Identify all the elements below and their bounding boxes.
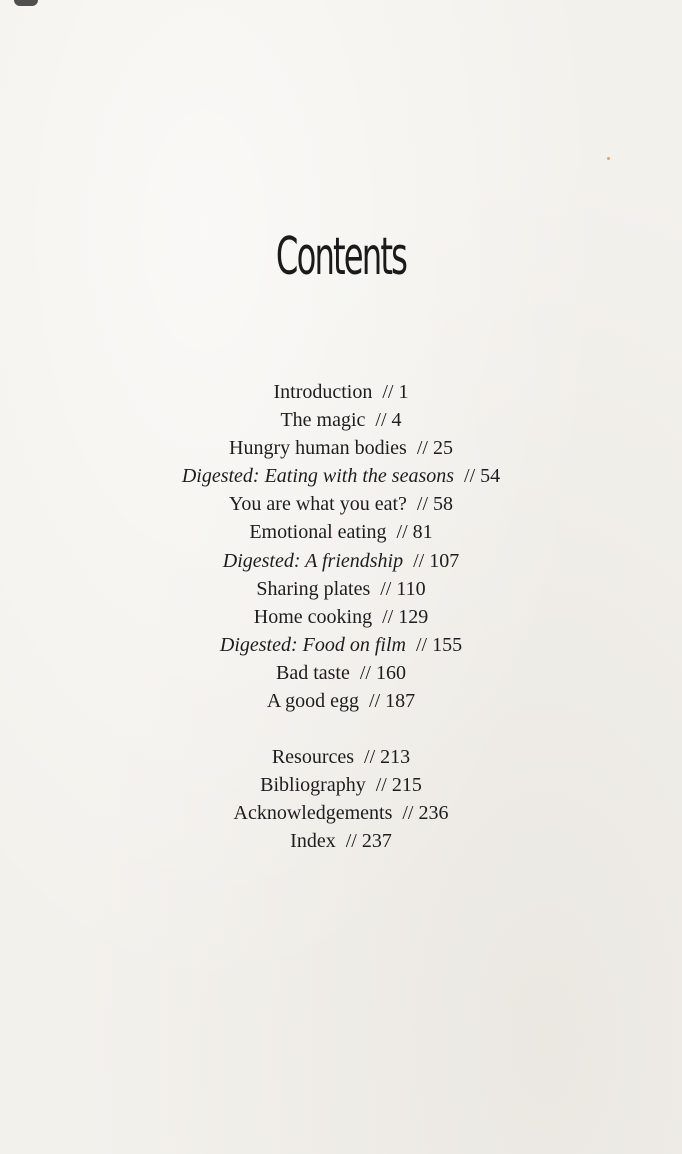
toc-entry-title: Sharing plates <box>256 577 371 600</box>
toc-entry <box>0 743 682 771</box>
toc-separator: // <box>345 830 357 853</box>
toc-page-number: 215 <box>391 774 422 797</box>
toc-separator: // <box>402 802 414 825</box>
toc-entry <box>0 827 682 855</box>
toc-separator: // <box>416 437 428 460</box>
toc-separator: // <box>375 409 387 432</box>
toc-page-number: 1 <box>398 381 409 403</box>
toc-entry-title: The magic <box>280 409 366 432</box>
toc-page-number: 160 <box>376 661 406 684</box>
toc-entry-title: Resources <box>271 746 355 769</box>
toc-page-number: 54 <box>480 465 501 488</box>
toc-page-number: 107 <box>429 549 460 572</box>
toc-entry <box>0 518 682 546</box>
toc-page-number: 155 <box>432 633 463 656</box>
page-title: Contents <box>275 226 407 287</box>
toc-entry <box>0 631 682 659</box>
toc-entry-title: Introduction <box>273 381 373 403</box>
toc-separator: // <box>415 633 428 656</box>
table-of-contents <box>0 378 682 856</box>
toc-page-number: 236 <box>418 802 449 825</box>
toc-entry <box>0 434 682 462</box>
toc-separator: // <box>416 493 429 516</box>
toc-entry <box>0 490 682 518</box>
toc-entry <box>0 799 682 827</box>
toc-page-number: 81 <box>412 521 433 544</box>
toc-entry-title: Index <box>290 830 336 853</box>
toc-entry <box>0 378 682 406</box>
toc-entry <box>0 687 682 715</box>
toc-entry-title: Bibliography <box>260 774 366 797</box>
toc-entry <box>0 659 682 687</box>
toc-separator: // <box>364 746 376 769</box>
toc-page-number: 4 <box>391 409 402 432</box>
toc-separator: // <box>382 605 394 628</box>
toc-entry-title: Emotional eating <box>249 521 387 544</box>
toc-page-number: 237 <box>361 830 392 853</box>
toc-back-matter <box>0 743 682 855</box>
corner-smudge <box>14 0 38 6</box>
toc-entry <box>0 406 682 434</box>
toc-separator: // <box>413 549 425 572</box>
toc-entry <box>0 547 682 575</box>
toc-main-entries <box>0 378 682 715</box>
toc-separator: // <box>369 690 381 713</box>
toc-page-number: 187 <box>385 690 416 713</box>
toc-entry <box>0 603 682 631</box>
toc-entry-title: Digested: Eating with the seasons <box>181 465 455 488</box>
toc-entry-title: Hungry human bodies <box>229 437 407 460</box>
toc-entry <box>0 575 682 603</box>
toc-page-number: 110 <box>396 577 426 600</box>
toc-separator: // <box>359 661 371 684</box>
toc-entry <box>0 462 682 490</box>
toc-separator: // <box>396 521 408 544</box>
toc-entry-title: Home cooking <box>253 605 373 628</box>
toc-separator: // <box>375 774 387 797</box>
paper-speck <box>607 157 610 160</box>
section-gap <box>0 715 682 743</box>
toc-page-number: 58 <box>433 493 454 516</box>
toc-page-number: 25 <box>432 437 453 460</box>
toc-entry <box>0 771 682 799</box>
toc-separator: // <box>382 381 394 403</box>
toc-separator: // <box>380 577 392 600</box>
toc-page-number: 129 <box>398 605 429 628</box>
toc-entry-title: Bad taste <box>276 661 350 684</box>
toc-separator: // <box>464 465 476 488</box>
toc-entry-title: A good egg <box>266 690 360 713</box>
toc-entry-title: Acknowledgements <box>233 802 393 825</box>
toc-entry-title: You are what you eat? <box>228 493 407 516</box>
toc-entry-title: Digested: A friendship <box>222 549 404 572</box>
toc-entry-title: Digested: Food on film <box>219 633 406 656</box>
toc-page-number: 213 <box>380 746 411 769</box>
